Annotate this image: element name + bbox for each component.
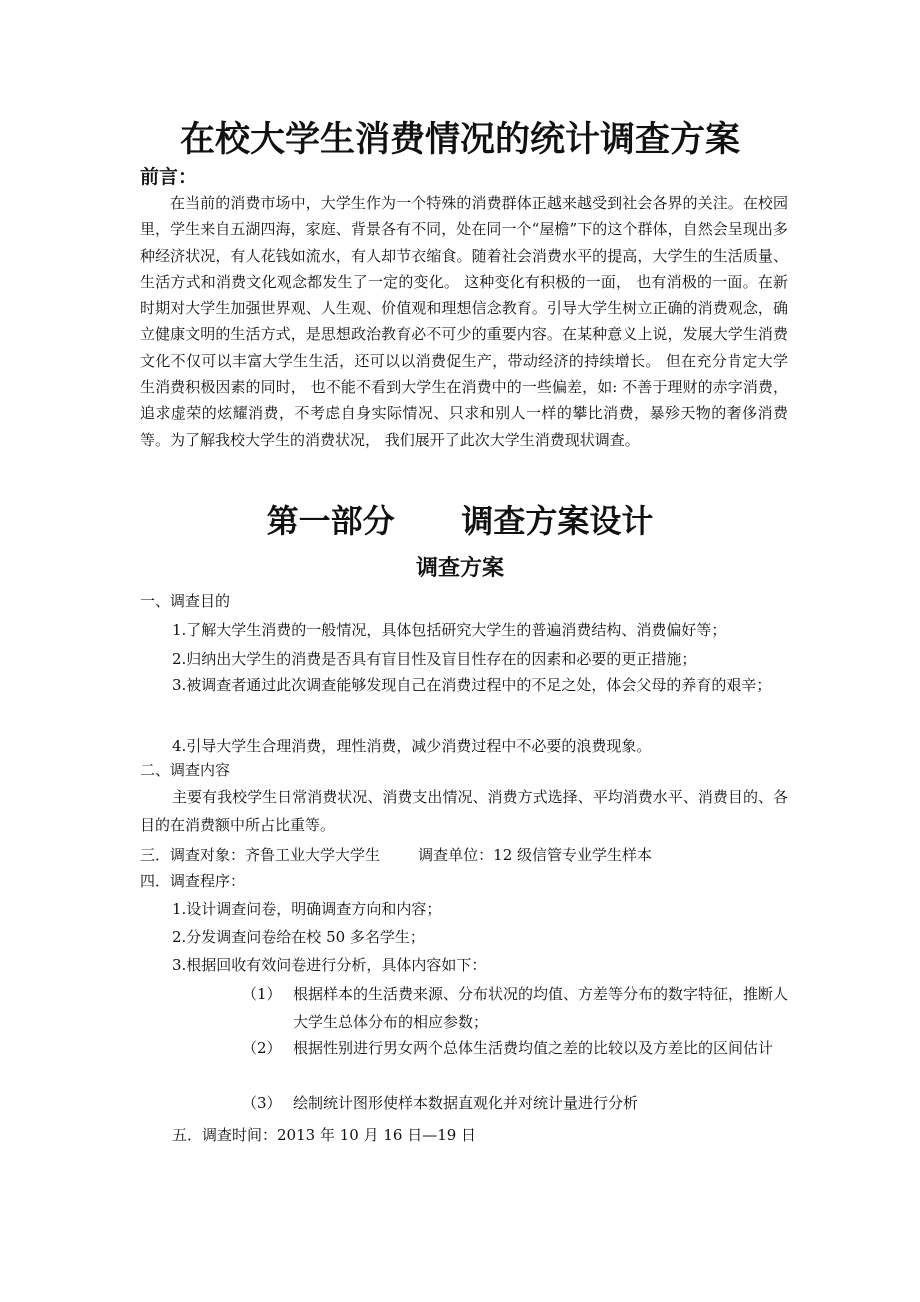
sub-item-2-text: 根据性别进行男女两个总体生活费均值之差的比较以及方差比的区间估计: [293, 1039, 774, 1057]
content-paragraph: 主要有我校学生日常消费状况、消费支出情况、消费方式选择、平均消费水平、消费目的、各目的在消费额中所占比重等。: [140, 788, 788, 834]
section-time-line: 五．调查时间：2013 年 10 月 16 日—19 日: [172, 1126, 477, 1144]
sub-item-3-number: （3）: [242, 1094, 282, 1112]
procedure-item-2: 2.分发调查问卷给在校 50 多名学生；: [172, 928, 425, 946]
procedure-item-1: 1.设计调查问卷，明确调查方向和内容；: [172, 900, 442, 918]
sub-item-2-number: （2）: [242, 1039, 282, 1057]
section-procedure-heading: 四．调查程序：: [140, 872, 246, 890]
sub-item-1-text: 根据样本的生活费来源、分布状况的均值、方差等分布的数字特征，推断人大学生总体分布的相应参数；: [293, 985, 789, 1031]
section-subject-line: 三．调查对象：齐鲁工业大学大学生 调查单位：12 级信管专业学生样本: [140, 846, 653, 864]
procedure-item-3: 3.根据回收有效问卷进行分析，具体内容如下：: [172, 956, 487, 974]
purpose-item-3: 3.被调查者通过此次调查能够发现自己在消费过程中的不足之处，体会父母的养育的艰辛；: [172, 676, 772, 694]
preface-paragraph: 在当前的消费市场中，大学生作为一个特殊的消费群体正越来越受到社会各界的关注。在校园里，学生来自五湖四海，家庭、背景各有不同，处在同一个“屋檐”下的这个群体，自然会呈现出多种经济状况，有人花钱如流水，有人却节衣缩食。随着社会消费水平的提高，大学生的生活质量、生活方式和消费文化观念都发生了一定的变化。 这种变化有积极的一面， 也有消极的一面。在新时期对大学生加强世界观、人生观、价值观和理想信念教育。引导大学生树立正确的消费观念，确立健康文明的生活方式，是思想政治教育必不可少的重要内容。在某种意义上说，发展大学生消费文化不仅可以丰富大学生生活，还可以以消费促生产，带动经济的持续增长。 但在充分肯定大学生消费积极因素的同时， 也不能不看到大学生在消费中的一些偏差，如: 不善于理财的赤字消费，追求虚荣的炫耀消费，不考虑自身实际情况、只求和别人一样的攀比消费，暴殄天物的奢侈消费等。为了解我校大学生的消费状况， 我们展开了此次大学生消费现状调查。: [140, 194, 788, 449]
part-one-title: 第一部分 调查方案设计: [266, 502, 654, 540]
purpose-item-1: 1.了解大学生消费的一般情况，具体包括研究大学生的普遍消费结构、消费偏好等；: [172, 621, 727, 639]
sub-item-3-text: 绘制统计图形使样本数据直观化并对统计量进行分析: [293, 1094, 639, 1112]
section-content-heading: 二、调查内容: [140, 761, 231, 779]
preface-heading: 前言：: [140, 166, 198, 188]
sub-item-1-number: （1）: [242, 985, 282, 1003]
plan-subtitle: 调查方案: [415, 556, 504, 581]
section-purpose-heading: 一、调查目的: [140, 592, 231, 610]
purpose-item-2: 2.归纳出大学生的消费是否具有盲目性及盲目性存在的因素和必要的更正措施；: [172, 650, 697, 668]
document-title: 在校大学生消费情况的统计调查方案: [179, 120, 740, 160]
purpose-item-4: 4.引导大学生合理消费，理性消费，减少消费过程中不必要的浪费现象。: [172, 737, 652, 755]
